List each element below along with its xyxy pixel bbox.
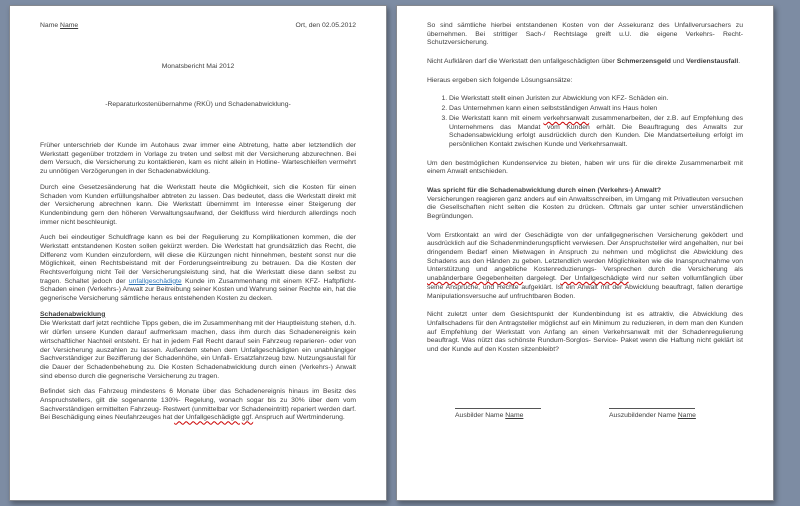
page-1-body <box>40 142 356 423</box>
text-run: unabänderbare Gegebenheiten <box>427 275 524 283</box>
text-run: Durch eine Gesetzesänderung hat die Werkstatt heute die Möglichkeit, sich die Kosten für einen Schaden vom Kunden erfüllungshalber abtreten zu lassen. Das bedeutet, dass die Werkstatt direkt mit der Versicherung abrechnen kann. Die Werkstatt übernimmt im Interesse einer Steigerung der Kundenbindung gern den höheren Verwaltungsaufwand, der Geldfluss wird hierdurch allerdings noch immer nicht beschleunigt. <box>40 183 356 226</box>
trainee-signature <box>609 401 721 421</box>
text-run: unfallgeschädigte <box>128 277 182 285</box>
document-page-1 <box>9 5 387 501</box>
paragraph <box>40 234 356 304</box>
text-run: Schadenabwicklung <box>40 310 106 318</box>
text-run: Name <box>677 411 696 419</box>
text-run: Der Unfallgeschädigte <box>560 275 629 283</box>
text-run: Name <box>60 22 79 29</box>
report-subtitle: -Reparaturkostenübernahme (RKÜ) und Schadenabwicklung- <box>105 101 291 109</box>
paragraph <box>40 142 356 177</box>
text-run: Hieraus ergeben sich folgende Lösungsansätze: <box>427 76 573 84</box>
signature-row <box>427 401 743 421</box>
paragraph <box>427 22 743 48</box>
text-run: Die Werkstatt kann mit einem <box>449 114 544 122</box>
text-run: Um den bestmöglichen Kundenservice zu bieten, haben wir uns für die direkte Zusammenarbeit mit einem Anwalt entschieden. <box>427 159 743 176</box>
paragraph <box>427 196 743 222</box>
text-run: Nicht Aufklären darf die Werkstatt den unfallgeschädigten über <box>427 58 617 66</box>
text-run: Nicht zuletzt unter dem Gesichtspunkt der Kundenbindung ist es attraktiv, die Abwicklung des Unfallschadens für den Antragsteller möglichst auf ein Minimum zu reduzieren, in dem man den Kunden auf Empfehlung der Werkstatt von Anfang an einen Verkehrsanwalt mit der Schadenregulierung beauftragt. Was nützt das schönste Rundum-Sorglos- Service- Paket wenn die Haftung nicht geklärt ist und der Kunde auf den Kosten sitzenbleibt? <box>427 311 743 353</box>
text-run: Die Werkstatt stellt einen Juristen zur Abwicklung von KFZ- Schäden ein. <box>449 95 669 103</box>
text-run: . <box>738 58 741 66</box>
text-run: Anspruch auf Wertminderung. <box>253 414 345 422</box>
text-run: Kunde im Zusammenhang mit einem KFZ- Haftpflicht- Schaden einen (Verkehrs-) Anwalt zur Beitreibung seiner Kosten und Wahrung seiner Rechte ein, hat die gegnerische Versicherung sämtliche heraus entstehenden Kosten zu decken. <box>40 277 356 303</box>
text-run: und <box>670 58 687 66</box>
section-heading <box>40 311 356 320</box>
paragraph <box>427 311 743 354</box>
paragraph <box>427 77 743 86</box>
paragraph <box>427 58 743 67</box>
solution-list <box>449 95 743 149</box>
trainer-signature-label <box>455 412 567 421</box>
paragraph <box>427 232 743 302</box>
text-run: Verdienstausfall <box>686 58 739 66</box>
text-run: So sind sämtliche hierbei entstandenen Kosten von der Assekuranz des Unfallverursachers zu übernehmen. Bei strittiger Sach-/ Rechtslage greift u.U. die eigene Verkehrs- Recht- Schutzversicherung. <box>427 22 743 47</box>
paragraph <box>427 160 743 177</box>
trainee-signature-line <box>609 401 695 409</box>
text-run: verkehrsanwalt <box>543 114 590 122</box>
text-run: Was spricht für die Schadenabwicklung durch einen (Verkehrs-) Anwalt? <box>427 186 662 194</box>
text-run: Auszubildender Name <box>609 411 678 419</box>
text-run: Ausbilder Name <box>455 411 506 419</box>
text-run: Das Unternehmen kann einen selbstständigen Anwalt ins Haus holen <box>449 105 658 113</box>
text-run: der Unfallgeschädigte <box>174 414 240 422</box>
text-run: Name <box>40 22 61 29</box>
text-run: wird nur selten vollumfänglich über seine Ansprüche, und Rechte aufgeklärt. Ist ein Anwalt mit der Abwicklung beauftragt, fallen derartige Manipulationsversuche auf unfruchtbaren Boden. <box>427 275 744 300</box>
letterhead <box>40 22 356 31</box>
text-run: zusammenarbeiten, der z.B. auf Empfehlung des Unternehmens das Mandat vom Kunden erhält. Die Beauftragung des Anwalts zur Schadensabwicklung erfolgt ausdrücklich durch den Kunden. Die Mandatserteilung erfolgt im persönlichen Kontakt zwischen Kunde und Verkehrsanwalt. <box>449 114 743 148</box>
paragraph <box>40 184 356 227</box>
text-run: Auch bei eindeutiger Schuldfrage kann es bei der Regulierung zu Komplikationen kommen, die der Werkstatt entstandenen Kosten sollen gekürzt werden. Die Werkstatt hat grundsätzlich das Recht, die Differenz vom Kunden einzufordern, will diese die Kürzungen nicht hinnehmen, besteht sonst nur die Möglichkeit, einen Rechtsbeistand mit der Forderungseintreibung zu betrauen. Da die Kosten der Rechtsverfolgung nicht Teil der Versicherungsleistung sind, hat die Werkstatt diese dann selbst zu tragen. Schaltet jedoch der <box>40 234 356 285</box>
paragraph <box>40 320 356 381</box>
report-title: Monatsbericht Mai 2012 <box>161 62 235 70</box>
trainer-signature-line <box>455 401 541 409</box>
list-item <box>449 115 743 150</box>
trainer-signature <box>455 401 567 421</box>
paragraph <box>40 388 356 423</box>
text-run: Vom Erstkontakt an wird der Geschädigte von der unfallgegnerischen Versicherung geködert und ausdrücklich auf die Schadenminderungspflicht verwiesen. Der Anspruchsteller wird angehalten, nur bei dringendem Bedarf einen Mietwagen in Anspruch zu nehmen und möglichst die Abwicklung des Schadens aus den Händen zu geben. Letztendlich werden Möglichkeiten wie die Inanspruchnahme von Unterstützung und angebliche Kostenreduzierungs- Versprechen durch die Versicherung als <box>427 231 743 274</box>
text-run: Befindet sich das Fahrzeug mindestens 6 Monate über das Schadenereignis hinaus im Besitz des Anspruchstellers, gilt die sogenannte 130%- Regelung, wonach sogar bis zu 30% über dem vom Sachverständigen ermittelten Fahrzeug- Restwert (unmittelbar vor Schadeneintritt) repariert werden darf. Bei Beschädigung eines Neufahrzeuges hat <box>40 388 356 422</box>
text-run: Schmerzensgeld <box>616 58 671 66</box>
text-run: Die Werkstatt darf jetzt rechtliche Tipps geben, die im Zusammenhang mit der Hauptleistung stehen, d.h. wir dürfen unsere Kunden darauf aufmerksam machen, dass ihm durch das Schadenereignis kein wirtschaftlicher Nachteil entsteht. Er hat in jedem Fall Recht darauf sein Fahrzeug reparieren- oder von der Versicherung auszahlen zu lassen. Außerdem stehen dem Unfallgeschädigten ein unabhängiger Sachverständiger zur Bezifferung der Schadenhöhe, ein Unfall- Ersatzfahrzeug bzw. Nutzungsausfall für die Dauer der Schadenbehebung zu. Die Kosten Schadenabwicklung durch einen (Verkehrs-) Anwalt sind ebenso durch die gegnerische Versicherung zu tragen. <box>40 320 356 380</box>
text-run: Versicherungen reagieren ganz anders auf ein Anwaltsschreiben, im Umgang mit Privatleuten versuchen die Gesellschaften nicht selten die Kosten zu drücken. Oftmals gar unter schier unverständlichen Begründungen. <box>427 195 743 220</box>
text-run: dargelegt. <box>523 275 561 283</box>
list-item <box>449 95 743 104</box>
document-page-2 <box>396 5 774 501</box>
text-run: Name <box>505 411 524 419</box>
list-item <box>449 105 743 114</box>
text-run: Früher unterschrieb der Kunde im Autohaus zwar immer eine Abtretung, hatte aber letztendlich der Werkstatt gegenüber trotzdem in Vorlage zu treten und selbst mit der Versicherung abzurechnen. Bei dem Versuch, die Versicherung zu kontaktieren, kam es nicht allein in Hotline- Warteschleifen vermehrt zu unnötigen Verzögerungen in der Schadenabwicklung. <box>40 142 356 176</box>
page-2-body <box>427 22 743 355</box>
author-name <box>40 22 78 31</box>
trainee-signature-label <box>609 412 721 421</box>
place-date: Ort, den 02.05.2012 <box>295 22 356 29</box>
paragraph <box>427 187 743 196</box>
text-run: ggf. <box>241 414 254 422</box>
